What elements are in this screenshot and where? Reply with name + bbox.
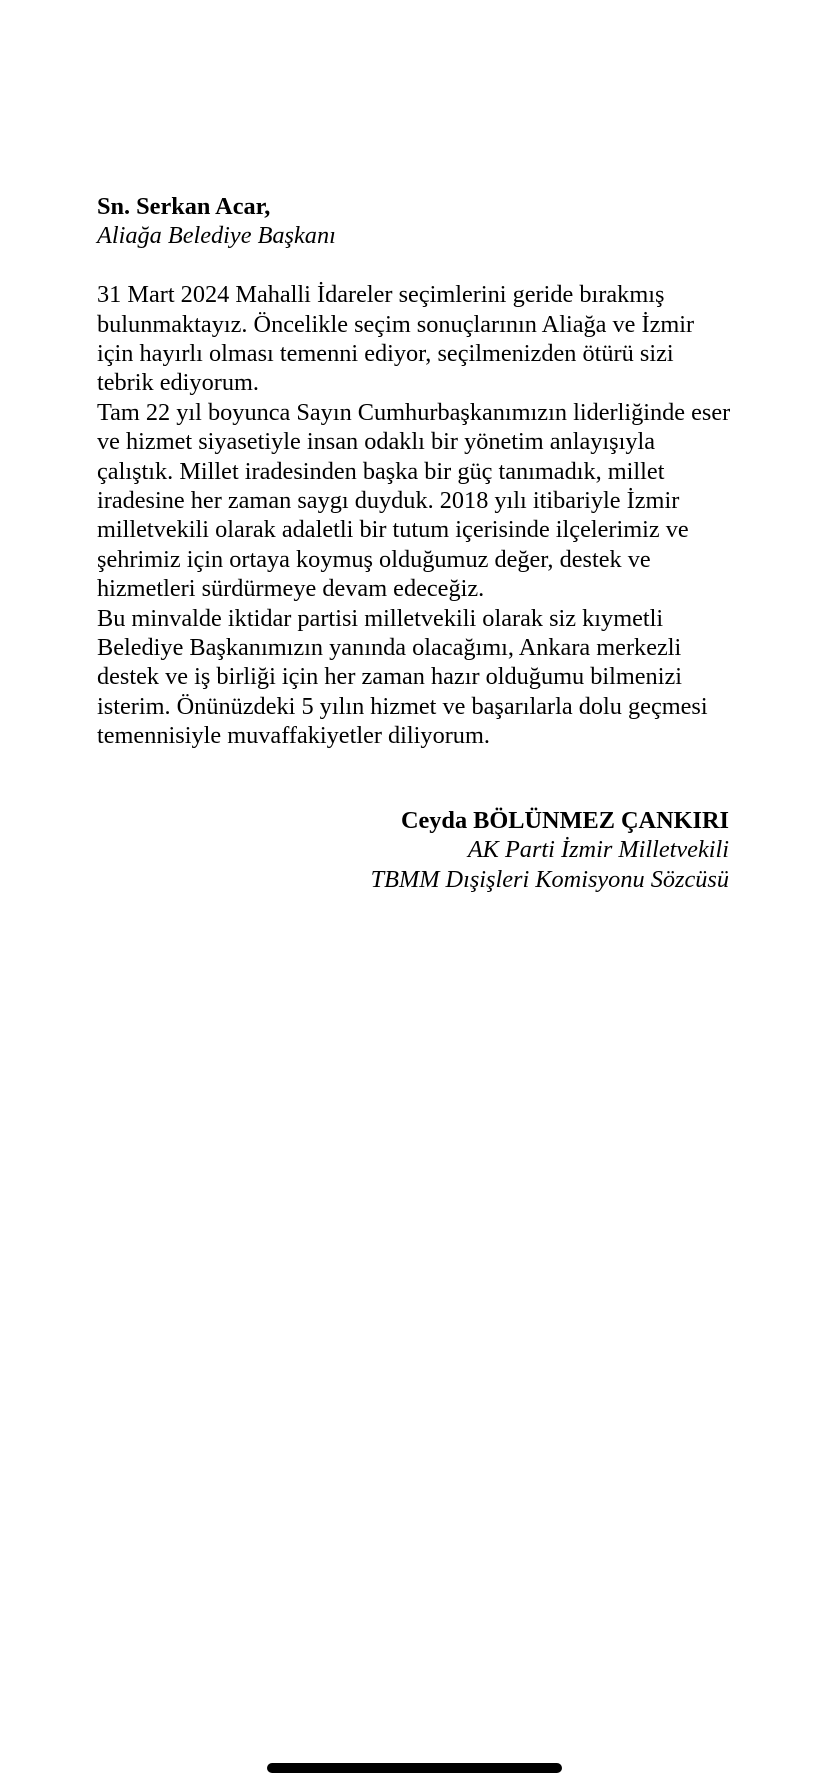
recipient-name: Sn. Serkan Acar, [97, 193, 271, 220]
signature-block [371, 806, 729, 894]
paragraph-1: 31 Mart 2024 Mahalli İdareler seçimlerini geride bırakmış bulunmaktayız. Öncelikle seçim sonuçlarının Aliağa ve İzmir için hayırlı olması temenni ediyor, seçilmenizden ötürü sizi tebrik ediyorum. [97, 281, 695, 397]
letter-body [97, 192, 733, 751]
recipient-title: Aliağa Belediye Başkanı [97, 222, 336, 250]
signature-name: Ceyda BÖLÜNMEZ ÇANKIRI [400, 807, 729, 834]
home-indicator[interactable] [267, 1763, 562, 1773]
signature-role: AK Parti İzmir Milletvekili [467, 836, 729, 864]
spacer [97, 251, 733, 280]
paragraph-3: Bu minvalde iktidar partisi milletvekili olarak siz kıymetli Belediye Başkanımızın yanında olacağımı, Ankara merkezli destek ve iş birliği için her zaman hazır olduğumu bilmenizi isterim. Önünüzdeki 5 yılın hizmet ve başarılarla dolu geçmesi temennisiyle muvaffakiyetler diliyorum. [97, 604, 708, 750]
signature-committee: TBMM Dışişleri Komisyonu Sözcüsü [370, 865, 729, 893]
paragraph-2: Tam 22 yıl boyunca Sayın Cumhurbaşkanımızın liderliğinde eser ve hizmet siyasetiyle insan odaklı bir yönetim anlayışıyla çalıştık. Millet iradesinden başka bir güç tanımadık, millet iradesine her zaman saygı duyduk. 2018 yılı itibariyle İzmir milletvekili olarak adaletli bir tutum içerisinde ilçelerimiz ve şehrimiz için ortaya koymuş olduğumuz değer, destek ve hizmetleri sürdürmeye devam edeceğiz. [97, 398, 731, 603]
